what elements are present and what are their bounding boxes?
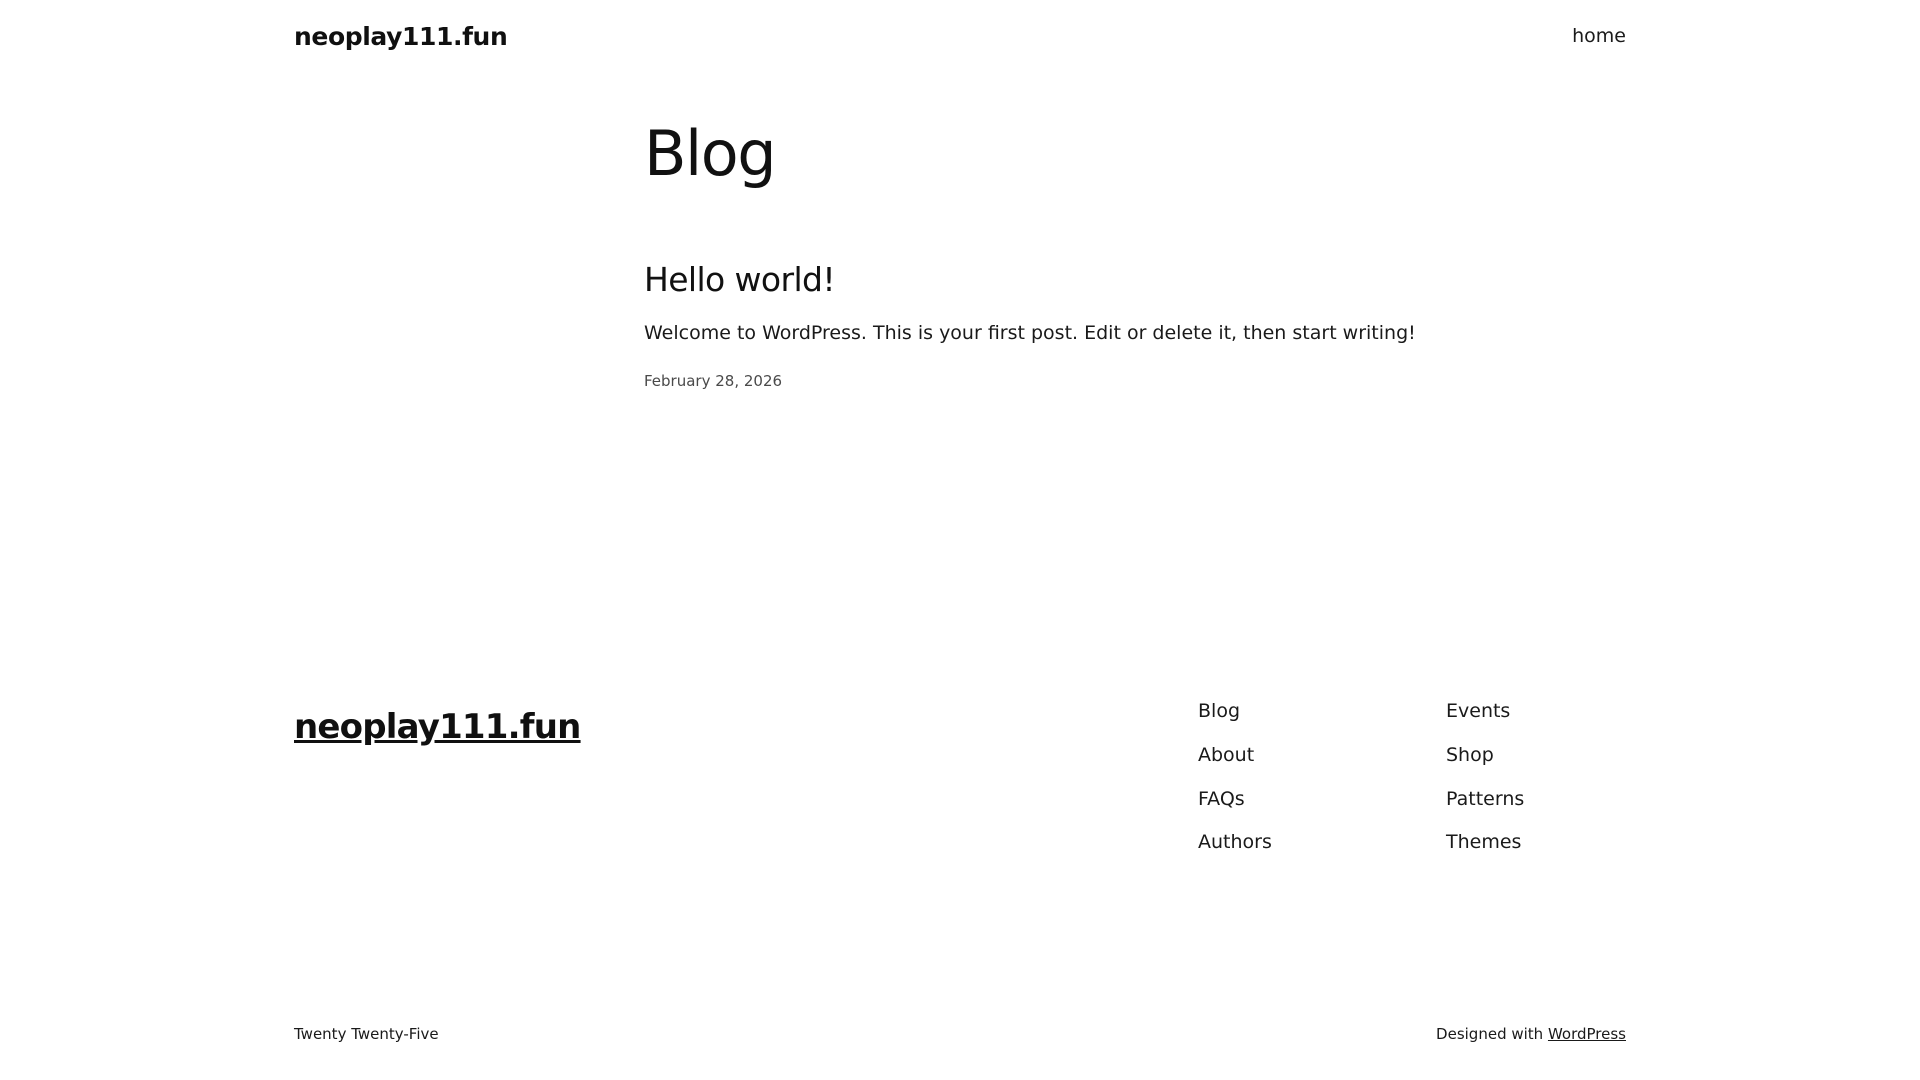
wordpress-link[interactable]: WordPress — [1547, 1025, 1626, 1043]
theme-name: Twenty Twenty-Five — [294, 1025, 439, 1043]
footer-link-themes[interactable]: Themes — [1446, 831, 1522, 854]
nav-item-home[interactable]: home — [1572, 25, 1626, 47]
site-footer — [0, 700, 1920, 1043]
footer-top — [294, 700, 1626, 854]
post-title — [644, 260, 1544, 300]
main-content — [0, 117, 1920, 391]
footer-link-events[interactable]: Events — [1446, 700, 1511, 722]
main-navigation — [1572, 25, 1626, 47]
footer-link-authors[interactable]: Authors — [1198, 831, 1272, 854]
footer-column-2 — [1446, 700, 1596, 854]
footer-link-patterns[interactable]: Patterns — [1446, 787, 1525, 810]
footer-bottom — [0, 1025, 1920, 1043]
footer-column-1 — [1198, 700, 1348, 854]
post-item — [644, 260, 1544, 390]
footer-link-blog[interactable]: Blog — [1198, 700, 1240, 722]
post-list — [644, 260, 1544, 390]
site-title[interactable]: neoplay111.fun — [294, 21, 508, 51]
post-title-link[interactable]: Hello world! — [644, 260, 836, 300]
footer-link-faqs[interactable]: FAQs — [1198, 787, 1245, 810]
footer-link-shop[interactable]: Shop — [1446, 743, 1494, 766]
footer-link-about[interactable]: About — [1198, 743, 1255, 766]
post-date: February 28, 2026 — [644, 372, 783, 391]
credit-prefix: Designed with — [1436, 1025, 1548, 1043]
page-title: Blog — [644, 117, 776, 190]
site-header — [0, 0, 1920, 72]
footer-brand[interactable]: neoplay111.fun — [294, 707, 581, 747]
designed-with-credit — [1436, 1025, 1626, 1043]
post-excerpt: Welcome to WordPress. This is your first post. Edit or delete it, then start writing! — [644, 321, 1416, 344]
footer-link-columns — [1198, 700, 1626, 854]
